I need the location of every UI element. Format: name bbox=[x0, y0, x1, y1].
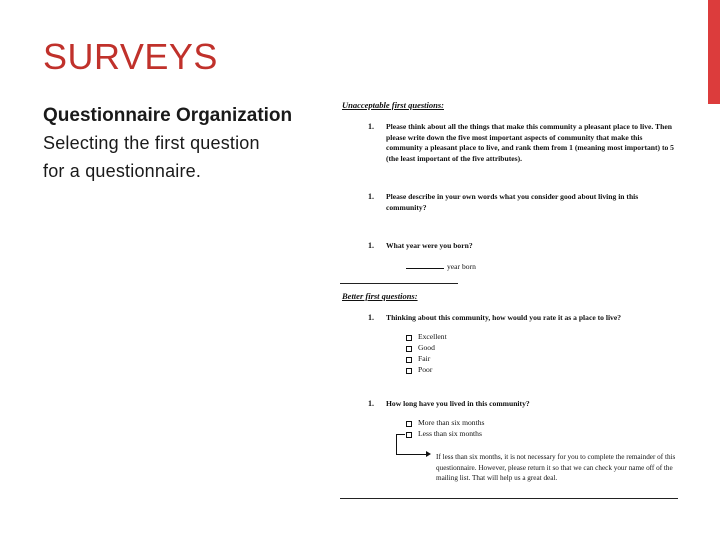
blank-label: year born bbox=[447, 262, 476, 271]
option-label: Excellent bbox=[418, 332, 447, 341]
body-line-1: Selecting the first question bbox=[43, 133, 260, 153]
option-label: Poor bbox=[418, 365, 433, 374]
question-text: What year were you born? bbox=[386, 241, 473, 250]
question-text: Please describe in your own words what you consider good about living in this community? bbox=[386, 192, 639, 212]
question-number: 1. bbox=[368, 313, 374, 322]
question-number: 1. bbox=[368, 122, 374, 131]
question-number: 1. bbox=[368, 192, 374, 201]
checkbox bbox=[406, 432, 412, 438]
body-heading: Questionnaire Organization bbox=[43, 105, 293, 126]
skip-note: If less than six months, it is not necessary for you to complete the remainder of this questionnaire. However, please return it so that we can check your name off of the mailing list. That will help us a great deal. bbox=[436, 453, 676, 482]
question-text: Please think about all the things that make this community a pleasant place to live. Then please write down the five most important aspects of community that make this community a pleasant place to live, and rank them from 1 (meaning most important) to 5 (the least important of the five attributes). bbox=[386, 122, 674, 163]
accent-bar bbox=[708, 0, 720, 104]
checkbox bbox=[406, 368, 412, 374]
option-label: Good bbox=[418, 343, 435, 352]
body-text bbox=[43, 103, 323, 185]
bottom-rule bbox=[340, 498, 678, 499]
checkbox bbox=[406, 421, 412, 427]
question-number: 1. bbox=[368, 241, 374, 250]
year-born-blank bbox=[406, 262, 476, 271]
option-label: More than six months bbox=[418, 418, 485, 427]
skip-arrow-icon bbox=[426, 451, 431, 457]
option-label: Less than six months bbox=[418, 429, 482, 438]
skip-line bbox=[396, 454, 426, 455]
questionnaire-scan bbox=[340, 96, 680, 506]
slide-title: SURVEYS bbox=[43, 36, 218, 77]
question-number: 1. bbox=[368, 399, 374, 408]
question-text: Thinking about this community, how would you rate it as a place to live? bbox=[386, 313, 622, 322]
skip-line bbox=[396, 434, 405, 435]
body-line-2: for a questionnaire. bbox=[43, 161, 202, 181]
skip-line bbox=[396, 434, 397, 454]
checkbox bbox=[406, 357, 412, 363]
better-heading: Better first questions: bbox=[342, 291, 418, 301]
question-text: How long have you lived in this community? bbox=[386, 399, 530, 408]
option-label: Fair bbox=[418, 354, 431, 363]
section-divider bbox=[340, 283, 458, 284]
checkbox bbox=[406, 346, 412, 352]
answer-line bbox=[406, 268, 444, 269]
unacceptable-heading: Unacceptable first questions: bbox=[342, 100, 444, 110]
checkbox bbox=[406, 335, 412, 341]
